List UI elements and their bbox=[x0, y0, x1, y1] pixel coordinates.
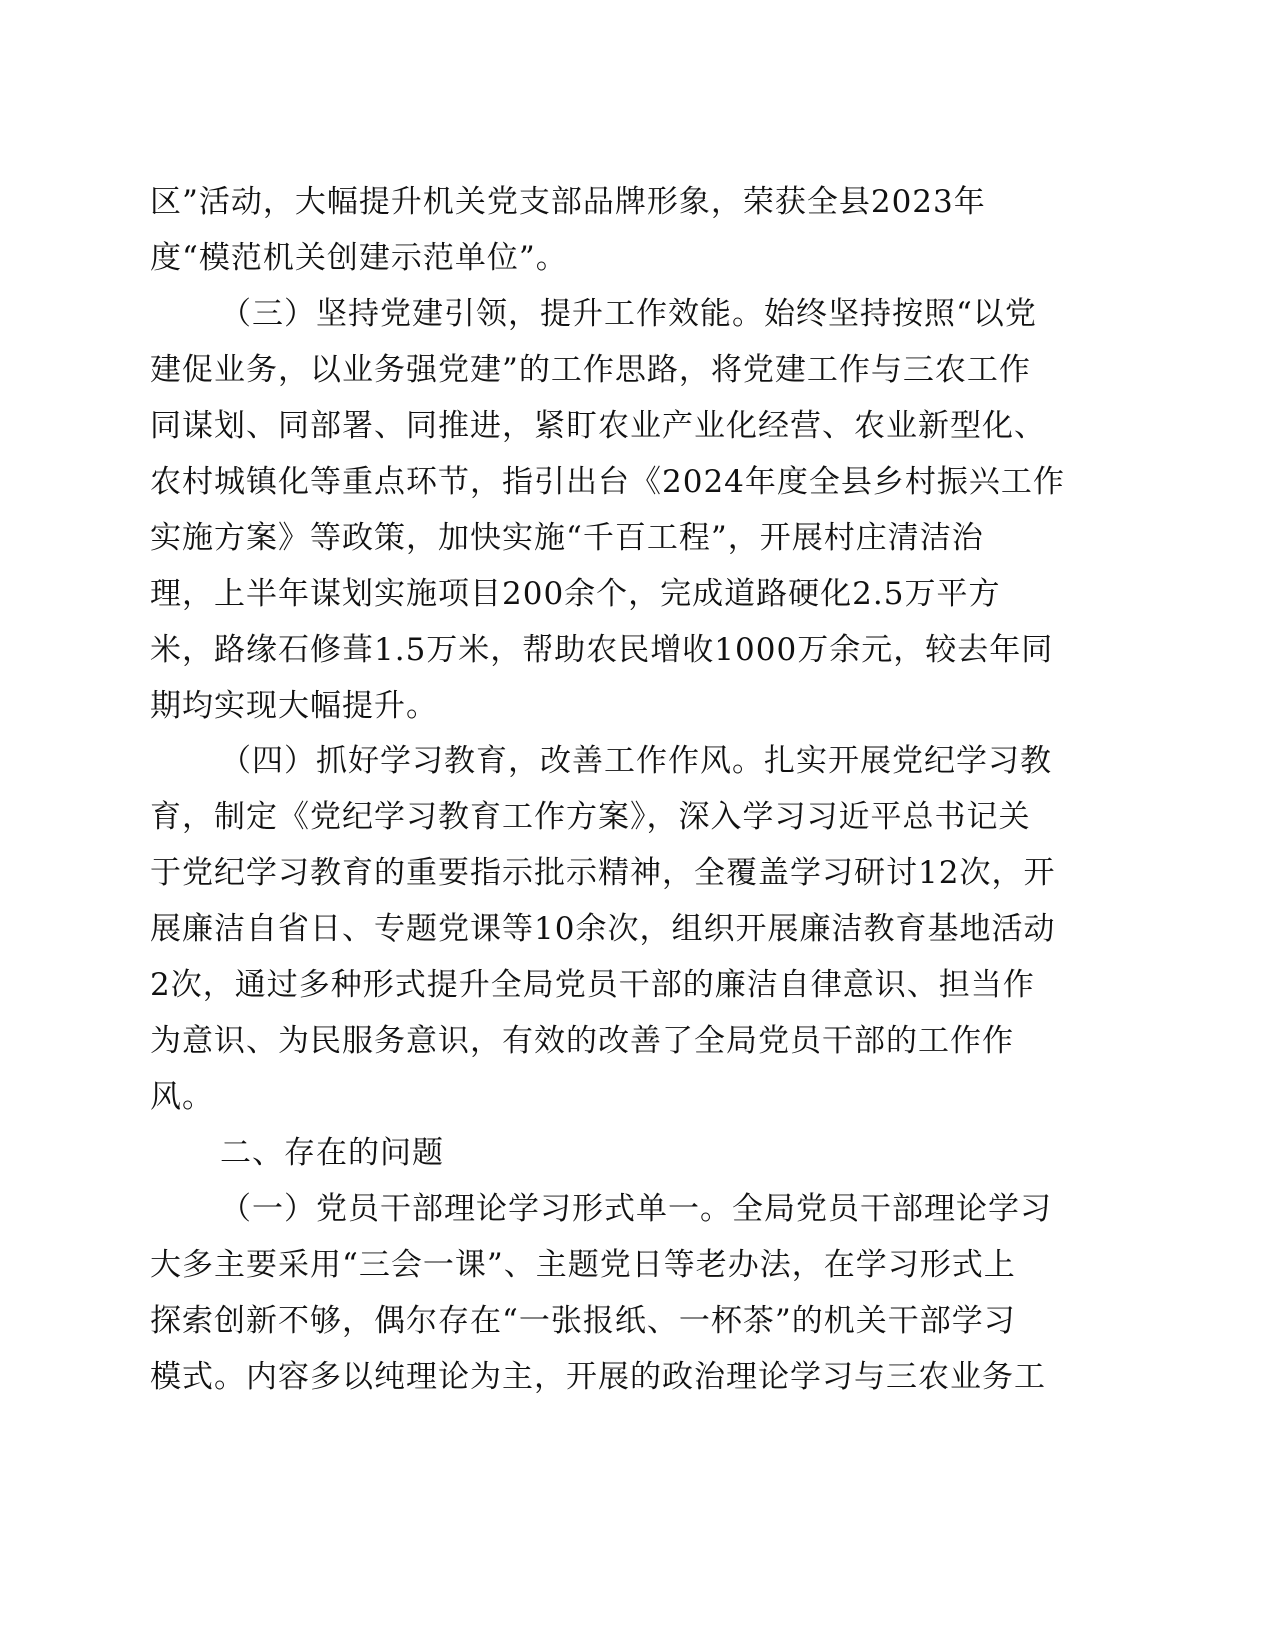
paragraph-line: 建促业务，以业务强党建”的工作思路，将党建工作与三农工作 bbox=[150, 352, 1031, 388]
paragraph-line: 度“模范机关创建示范单位”。 bbox=[150, 240, 568, 276]
paragraph-line: 展廉洁自省日、专题党课等10余次，组织开展廉洁教育基地活动 bbox=[150, 911, 1056, 947]
paragraph-line: 模式。内容多以纯理论为主，开展的政治理论学习与三农业务工 bbox=[150, 1359, 1046, 1395]
paragraph-line: （四）抓好学习教育，改善工作作风。扎实开展党纪学习教 bbox=[220, 743, 1052, 779]
paragraph-line: 2次，通过多种形式提升全局党员干部的廉洁自律意识、担当作 bbox=[150, 967, 1035, 1003]
paragraph-line: 同谋划、同部署、同推进，紧盯农业产业化经营、农业新型化、 bbox=[150, 408, 1046, 444]
paragraph-line: 育，制定《党纪学习教育工作方案》，深入学习习近平总书记关 bbox=[150, 799, 1031, 835]
paragraph-line: 为意识、为民服务意识，有效的改善了全局党员干部的工作作 bbox=[150, 1023, 1014, 1059]
paragraph-line: （一）党员干部理论学习形式单一。全局党员干部理论学习 bbox=[220, 1191, 1052, 1227]
paragraph-line: 期均实现大幅提升。 bbox=[150, 688, 438, 724]
paragraph-line: 大多主要采用“三会一课”、主题党日等老办法，在学习形式上 bbox=[150, 1247, 1016, 1283]
paragraph-line: 实施方案》等政策，加快实施“千百工程”，开展村庄清洁治 bbox=[150, 520, 984, 556]
paragraph-line: 农村城镇化等重点环节，指引出台《2024年度全县乡村振兴工作 bbox=[150, 464, 1065, 500]
paragraph-line: 米，路缘石修葺1.5万米，帮助农民增收1000万余元，较去年同 bbox=[150, 632, 1054, 668]
paragraph-line: （三）坚持党建引领，提升工作效能。始终坚持按照“以党 bbox=[220, 296, 1037, 332]
paragraph-line: 于党纪学习教育的重要指示批示精神，全覆盖学习研讨12次，开 bbox=[150, 855, 1056, 891]
section-heading: 二、存在的问题 bbox=[220, 1135, 444, 1171]
paragraph-line: 区”活动，大幅提升机关党支部品牌形象，荣获全县2023年 bbox=[150, 184, 986, 220]
paragraph-line: 探索创新不够，偶尔存在“一张报纸、一杯茶”的机关干部学习 bbox=[150, 1303, 1016, 1339]
paragraph-line: 理，上半年谋划实施项目200余个，完成道路硬化2.5万平方 bbox=[150, 576, 1001, 612]
paragraph-line: 风。 bbox=[150, 1079, 214, 1115]
